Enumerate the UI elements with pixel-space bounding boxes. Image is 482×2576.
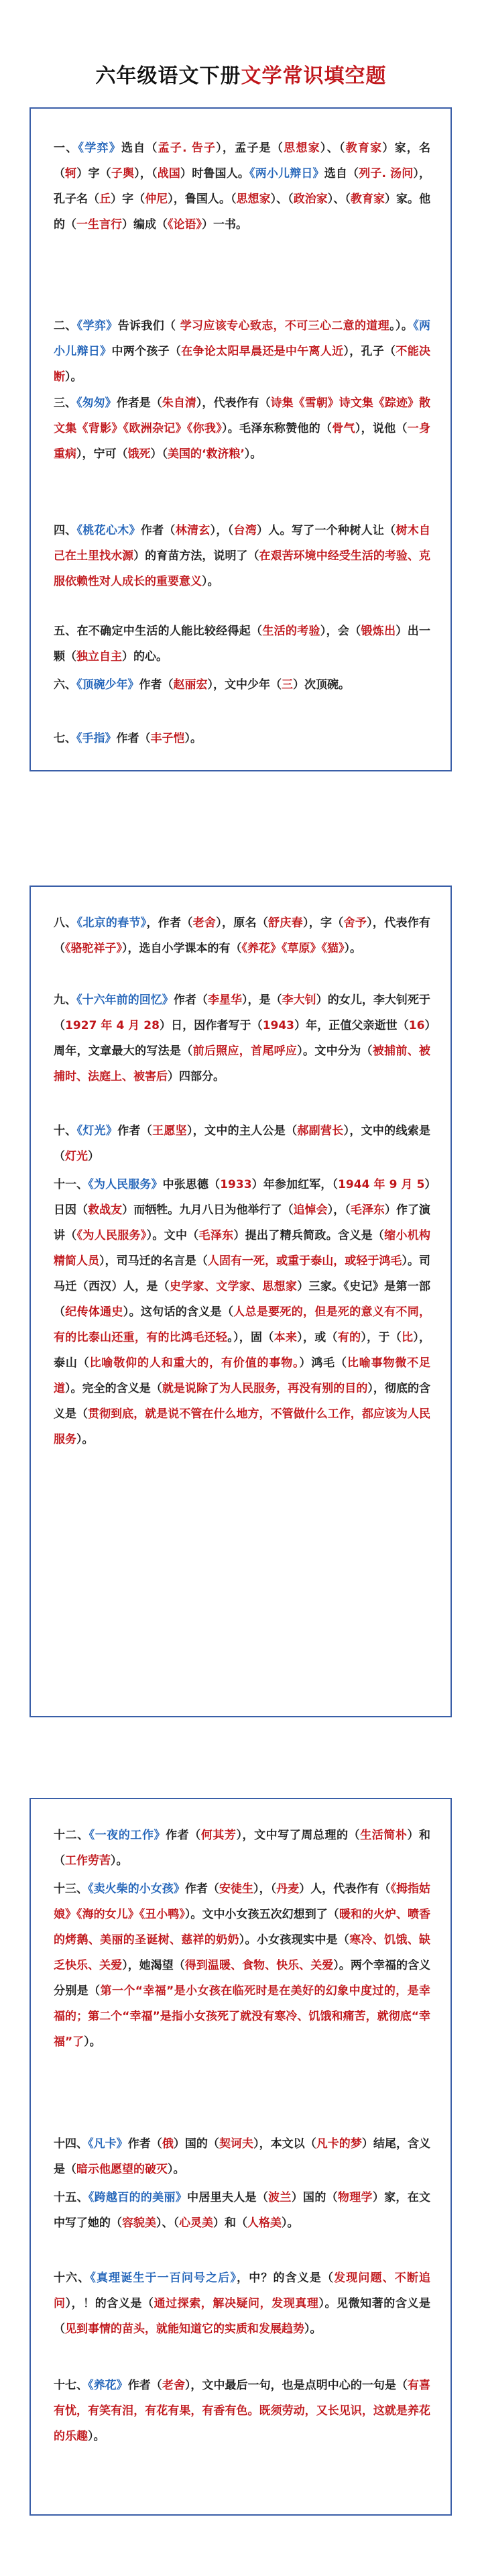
work-title: 《十六年前的回忆》 <box>76 994 174 1007</box>
question-text: ）。 <box>65 370 82 384</box>
answer-text: 一身重病 <box>54 422 431 461</box>
answer-text: 教育家 <box>345 142 383 155</box>
question-text: ）。 <box>111 1854 128 1868</box>
answer-text: 通过探索，解决疑问，发现真理 <box>154 2297 319 2310</box>
question-text: ）周年，文章最大的写法是（ <box>54 1019 431 1058</box>
question-text: 作者（ <box>173 994 208 1007</box>
answer-text: 生活的考验 <box>262 625 320 638</box>
question-text: ）一书。 <box>202 218 247 231</box>
question-8 <box>54 910 430 961</box>
question-text: 九、 <box>54 994 77 1007</box>
question-text: ），（ <box>327 1203 351 1217</box>
question-text: 中居里夫人是（ <box>187 2191 269 2204</box>
question-card-3 <box>29 1798 452 2516</box>
question-text: 作者（ <box>127 2137 162 2151</box>
question-text: 十一、 <box>54 1178 88 1191</box>
question-text: 。）。 <box>389 319 414 333</box>
question-text: ），她渴望（ <box>122 1959 185 1972</box>
answer-text: 1927 年 4 月 28 <box>65 1019 160 1032</box>
question-text: ），会（ <box>320 625 361 638</box>
answer-text: 人固有一死，或重于泰山，或轻于鸿毛 <box>207 1254 402 1268</box>
question-5 <box>54 619 430 669</box>
question-text: ）。 <box>184 732 202 745</box>
question-text: ），字（ <box>302 916 344 930</box>
question-text: ），！的含义是（ <box>65 2297 154 2310</box>
answer-text: 老舍 <box>162 2379 185 2392</box>
work-title: 《学弈》 <box>76 319 118 333</box>
question-text: 作者（ <box>166 1829 201 1842</box>
question-text: ），代表作有（ <box>54 916 431 955</box>
answer-text: 契诃夫 <box>219 2137 254 2151</box>
question-6 <box>54 672 430 698</box>
question-text: ）。完全的含义是（ <box>65 1382 162 1395</box>
work-title: 《灯光》 <box>76 1124 118 1138</box>
work-title: 《凡卡》 <box>88 2137 128 2151</box>
answer-text: 饿死 <box>127 447 151 461</box>
question-text: ）、（ <box>320 142 346 155</box>
question-text: ）。司马迁（西汉）人，是（ <box>54 1254 431 1293</box>
question-text: ）日因（ <box>54 1178 431 1217</box>
question-text: ）。文中（ <box>146 1229 199 1242</box>
answer-text: 纪传体通史 <box>65 1305 123 1319</box>
question-text: ）。见微知著的含义是（ <box>54 2297 430 2336</box>
answer-text: 仲尼 <box>145 193 168 206</box>
question-text: ）三家。《史记》是第一部（ <box>54 1280 430 1319</box>
answer-text: 发现问题、不断追问 <box>54 2271 431 2310</box>
work-title: 《养花》 <box>88 2379 128 2392</box>
answer-text: 李星华 <box>207 994 243 1007</box>
question-text: ）和（ <box>213 2216 247 2230</box>
work-title: 《顶碗少年》 <box>76 678 139 692</box>
question-text: ）（ <box>150 447 168 461</box>
question-text: 告诉我们（ <box>117 319 180 333</box>
answer-text: 丰子恺 <box>150 732 185 745</box>
question-17 <box>54 2373 430 2449</box>
question-14 <box>54 2131 430 2182</box>
answer-text: 灯光 <box>65 1150 88 1163</box>
question-text: ）字（ <box>111 193 145 206</box>
answer-text: 王愿坚 <box>152 1124 187 1138</box>
question-text: ）。文中小女孩五次幻想到了（ <box>184 1908 339 1921</box>
answer-text: 《养花》《草原》《猫》 <box>241 942 345 955</box>
question-text: 十二、 <box>54 1829 89 1842</box>
question-text: ），泰山（ <box>54 1331 431 1370</box>
question-text: ）、（ <box>270 193 294 206</box>
question-text: ）。两个幸福的含义分别是（ <box>54 1959 431 1998</box>
question-text: ），文中的主人公是（ <box>186 1124 298 1138</box>
question-13 <box>54 1876 430 2055</box>
answer-text: 三 <box>282 678 293 692</box>
question-text: 作者（ <box>127 2379 162 2392</box>
question-text: ）。 <box>88 2430 105 2443</box>
question-text: 作者（ <box>117 1124 153 1138</box>
answer-text: 比喻事物微不足道 <box>54 1356 431 1395</box>
question-text: ） <box>88 1150 99 1163</box>
answer-text: 李大钊 <box>282 994 316 1007</box>
question-text: 十、 <box>54 1124 77 1138</box>
answer-text: 林清玄 <box>175 524 210 537</box>
answer-text: 凡卡的梦 <box>316 2137 362 2151</box>
question-text: 三、 <box>54 396 77 410</box>
question-text: ）、（ <box>156 2216 179 2230</box>
answer-text: 政治家 <box>293 193 328 206</box>
question-text: ）年参加红军，（ <box>251 1178 339 1191</box>
answer-text: 人格美 <box>247 2216 282 2230</box>
answer-text: 缩小机构精简人员 <box>54 1229 431 1268</box>
answer-text: 轲 <box>65 167 77 180</box>
question-text: ），代表作有（ <box>196 396 271 410</box>
answer-text: 生活简朴 <box>360 1829 408 1842</box>
answer-text: 老舍 <box>192 916 217 930</box>
question-text: 十六、 <box>54 2271 91 2285</box>
work-title: 《两小儿辩日》 <box>249 167 324 180</box>
answer-text: 毛泽东 <box>350 1203 385 1217</box>
question-12 <box>54 1823 430 1874</box>
question-text: 十四、 <box>54 2137 88 2151</box>
title-part-red: 文学常识填空题 <box>241 64 387 88</box>
answer-text: 台湾 <box>233 524 257 537</box>
question-16 <box>54 2265 430 2342</box>
question-text: ），文中少年（ <box>207 678 282 692</box>
answer-text: 丹麦 <box>276 1882 300 1896</box>
answer-text: 第一个“幸福”是小女孩在临死时是在美好的幻象中度过的，是幸福的；第二个“幸福”是指小女孩死了就没有寒冷、饥饿和痛苦，就彻底“幸福”了 <box>54 1984 430 2049</box>
question-text: ），文中最后一句，也是点明中心的一句是（ <box>184 2379 408 2392</box>
question-text: ）。 <box>282 2216 299 2230</box>
question-text: 中张思德（ <box>162 1178 221 1191</box>
question-text: ），说他（ <box>355 422 408 435</box>
answer-text: 《骆驼祥子》 <box>65 942 122 955</box>
question-text: ），（ <box>253 1882 277 1896</box>
page-title <box>0 59 482 89</box>
question-text: 十七、 <box>54 2379 88 2392</box>
question-text: ）时鲁国人。 <box>180 167 250 180</box>
answer-text: 毛泽东 <box>198 1229 234 1242</box>
question-text: ），孔子（ <box>343 345 396 358</box>
answer-text: 孟子. 告子 <box>158 142 217 155</box>
question-text: ）结尾，含义是（ <box>54 2137 431 2176</box>
work-title: 《桃花心木》 <box>76 524 141 537</box>
answer-text: 安徒生 <box>219 1882 254 1896</box>
answer-text: 在艰苦环境中经受生活的考验、克服依赖性对人成长的重要意义 <box>54 549 430 588</box>
answer-text: 子舆 <box>111 167 135 180</box>
question-text: ），文中的线索是（ <box>54 1124 431 1163</box>
question-text: ）编成（ <box>122 218 168 231</box>
work-title: 《手指》 <box>76 732 117 745</box>
question-text: ）。毛泽东称赞他的（ <box>221 422 333 435</box>
answer-text: 被捕前、被捕时、法庭上、被害后 <box>54 1044 430 1083</box>
answer-text: 赵丽宏 <box>173 678 208 692</box>
question-text: 七、 <box>54 732 76 745</box>
question-text: ），原名（ <box>216 916 269 930</box>
answer-text: 《拇指姑娘》《海的女儿》《丑小鸭》 <box>54 1882 431 1921</box>
answer-text: 何其芳 <box>200 1829 237 1842</box>
answer-text: 1943 <box>262 1019 295 1032</box>
question-text: ）出一颗（ <box>54 625 430 663</box>
answer-text: 比 <box>401 1331 414 1344</box>
question-text: ），司马迁的名言是（ <box>99 1254 208 1268</box>
question-text: ）字（ <box>76 167 111 180</box>
question-text: ）人，代表作有（ <box>299 1882 391 1896</box>
question-text: ），（ <box>134 167 158 180</box>
question-text: 选自（ <box>121 142 158 155</box>
answer-text: 1933 <box>220 1178 252 1191</box>
answer-text: 教育家 <box>350 193 385 206</box>
answer-text: 有喜有忧，有笑有泪，有花有果，有香有色。既须劳动，又长见识，这就是养花的乐趣 <box>54 2379 431 2443</box>
question-text: ）人。写了一个种树人让（ <box>257 524 396 537</box>
question-text: 六、 <box>54 678 76 692</box>
question-text: ），或（ <box>297 1331 338 1344</box>
answer-text: 人总是要死的，但是死的意义有不同，有的比泰山还重，有的比鸿毛还轻 <box>54 1305 430 1344</box>
answer-text: 本来 <box>274 1331 298 1344</box>
answer-text: 诗集《雪朝》诗文集《踪迹》散文集《背影》《欧洲杂记》《你我》 <box>54 396 431 435</box>
question-text: 作者是（ <box>116 396 162 410</box>
work-title: 《真理诞生于一百问号之后》 <box>90 2271 237 2285</box>
answer-text: 波兰 <box>268 2191 292 2204</box>
question-text: ），宁可（ <box>76 447 128 461</box>
question-text: ），于（ <box>361 1331 402 1344</box>
question-text: ）。 <box>84 2035 101 2049</box>
question-text: 作者（ <box>184 1882 219 1896</box>
answer-text: 舒庆春 <box>268 916 303 930</box>
question-text: ）而牺牲。九月八日为他举行了（ <box>122 1203 294 1217</box>
question-card-1 <box>29 107 452 771</box>
answer-text: 骨气 <box>332 422 355 435</box>
answer-text: 16 <box>408 1019 425 1032</box>
work-title: 《匆匆》 <box>76 396 117 410</box>
answer-text: 就是说除了为人民服务，再没有别的目的 <box>162 1382 368 1395</box>
question-2 <box>54 313 430 390</box>
question-text: ），孟子是（ <box>216 142 284 155</box>
answer-text: 比喻敬仰的人和重大的，有价值的事物。 <box>89 1356 300 1370</box>
answer-text: 寒冷、饥饿、缺乏快乐、关爱 <box>54 1933 430 1972</box>
answer-text: 朱自清 <box>162 396 196 410</box>
answer-text: 丘 <box>99 193 111 206</box>
answer-text: 美国的‘救济粮’ <box>168 447 245 461</box>
answer-text: 暗示他愿望的破灭 <box>76 2163 168 2176</box>
question-text: ），彻底的含义是（ <box>54 1382 431 1421</box>
work-title: 《学弈》 <box>78 142 121 155</box>
question-text: 作者（ <box>139 678 174 692</box>
question-text: ）。 <box>304 2322 322 2336</box>
question-10 <box>54 1118 430 1169</box>
question-text: 一、 <box>54 142 78 155</box>
question-text: 十三、 <box>54 1882 88 1896</box>
answer-text: 舍予 <box>343 916 367 930</box>
question-11 <box>54 1172 430 1452</box>
question-text: ）。 <box>168 2163 185 2176</box>
question-4 <box>54 518 430 594</box>
question-text: ）家，名（ <box>54 142 431 180</box>
work-title: 《跨越百的的美丽》 <box>88 2191 188 2204</box>
question-text: 五、在不确定中生活的人能比较经得起（ <box>54 625 263 638</box>
answer-text: 容貌美 <box>122 2216 156 2230</box>
question-text: ）作了演讲（ <box>54 1203 431 1242</box>
question-text: ），（ <box>210 524 234 537</box>
question-text: ）家。他的（ <box>54 193 431 231</box>
answer-text: 见到事情的苗头，就能知道它的实质和发展趋势 <box>65 2322 304 2336</box>
question-text: ）。文中分为（ <box>297 1044 373 1058</box>
answer-text: 贯彻到底，就是说不管在什么地方，不管做什么工作，都应该为人民服务 <box>54 1407 430 1446</box>
question-text: 选自（ <box>324 167 359 180</box>
question-9 <box>54 987 430 1089</box>
answer-text: 暖和的火炉、喷香的烤鹅、美丽的圣诞树、慈祥的奶奶 <box>54 1908 431 1947</box>
question-text: 四、 <box>54 524 77 537</box>
question-card-2 <box>29 885 452 1717</box>
question-text: ）鸿毛（ <box>299 1356 347 1370</box>
answer-text: 《为人民服务》 <box>76 1229 147 1242</box>
answer-text: 《论语》 <box>168 218 202 231</box>
question-text: 二、 <box>54 319 77 333</box>
question-7 <box>54 726 430 751</box>
question-text: ）次顶碗。 <box>293 678 350 692</box>
question-text: ）日，因作者写于（ <box>159 1019 263 1032</box>
question-text: 中两个孩子（ <box>111 345 182 358</box>
answer-text: 工作劳苦 <box>65 1854 111 1868</box>
question-text: ）和（ <box>54 1829 430 1868</box>
question-text: 八、 <box>54 916 77 930</box>
question-text: ），选自小学课本的有（ <box>122 942 242 955</box>
question-15 <box>54 2185 430 2236</box>
work-title: 《北京的春节》 <box>76 916 147 930</box>
question-text: ）提出了精兵简政。含义是（ <box>233 1229 385 1242</box>
question-text: ）、（ <box>327 193 351 206</box>
answer-text: 前后照应，首尾呼应 <box>192 1044 298 1058</box>
question-text: ）的育苗方法，说明了（ <box>133 549 259 563</box>
answer-text: 学习应该专心致志，不可三心二意的道理 <box>180 319 390 333</box>
answer-text: 1944 年 9 月 5 <box>338 1178 425 1191</box>
question-text: ），本文以（ <box>253 2137 316 2151</box>
question-text: ），是（ <box>242 994 282 1007</box>
work-title: 《为人民服务》 <box>88 1178 163 1191</box>
answer-text: 物理学 <box>337 2191 373 2204</box>
work-title: 《两小儿辩日》 <box>54 319 431 358</box>
answer-text: 不能决断 <box>54 345 430 384</box>
answer-text: 列子. 汤问 <box>359 167 414 180</box>
answer-text: 一生言行 <box>76 218 122 231</box>
question-text: 十五、 <box>54 2191 88 2204</box>
question-text: ）的心。 <box>122 650 168 663</box>
question-text: ）的女儿，李大钊死于（ <box>54 994 431 1032</box>
question-text: ）四部分。 <box>168 1070 225 1083</box>
question-text: ）。小女孩现实中是（ <box>239 1933 350 1947</box>
question-text: 。），固（ <box>227 1331 274 1344</box>
title-part-black: 六年级语文下册 <box>95 64 241 88</box>
question-text: ）。这句话的含义是（ <box>123 1305 234 1319</box>
question-text: ）。 <box>244 447 262 461</box>
answer-text: 在争论太阳早晨还是中午离人近 <box>181 345 344 358</box>
question-text: ），孔子名（ <box>54 167 431 206</box>
answer-text: 史学家、文学家、思想家 <box>169 1280 298 1293</box>
question-text: ），文中写了周总理的（ <box>236 1829 361 1842</box>
question-1 <box>54 136 430 237</box>
question-text: ）。 <box>76 1433 94 1446</box>
work-title: 《卖火柴的小女孩》 <box>88 1882 185 1896</box>
answer-text: 得到温暖、食物、快乐、关爱 <box>184 1959 334 1972</box>
answer-text: 思想家 <box>284 142 320 155</box>
answer-text: 战国 <box>157 167 181 180</box>
question-text: 作者（ <box>140 524 176 537</box>
answer-text: 俄 <box>162 2137 174 2151</box>
answer-text: 树木自己在土里找水源 <box>54 524 431 563</box>
question-text: ）。 <box>344 942 361 955</box>
question-3 <box>54 390 430 467</box>
answer-text: 追悼会 <box>293 1203 328 1217</box>
question-text: ），鲁国人。（ <box>168 193 237 206</box>
question-text: ）。 <box>202 575 219 588</box>
answer-text: 心灵美 <box>179 2216 213 2230</box>
question-text: ）年，正值父亲逝世（ <box>294 1019 409 1032</box>
answer-text: 思想家 <box>236 193 271 206</box>
question-text: ）国的（ <box>291 2191 338 2204</box>
answer-text: 救战友 <box>88 1203 123 1217</box>
question-text: ，中？的含义是（ <box>237 2271 335 2285</box>
answer-text: 郝副营长 <box>297 1124 344 1138</box>
question-text: 作者（ <box>116 732 151 745</box>
question-text: ）国的（ <box>173 2137 219 2151</box>
question-text: ，作者（ <box>146 916 193 930</box>
question-text: ）家，在文中写了她的（ <box>54 2191 430 2230</box>
answer-text: 独立自主 <box>76 650 122 663</box>
answer-text: 有的 <box>337 1331 361 1344</box>
work-title: 《一夜的工作》 <box>88 1829 166 1842</box>
answer-text: 锻炼出 <box>361 625 396 638</box>
